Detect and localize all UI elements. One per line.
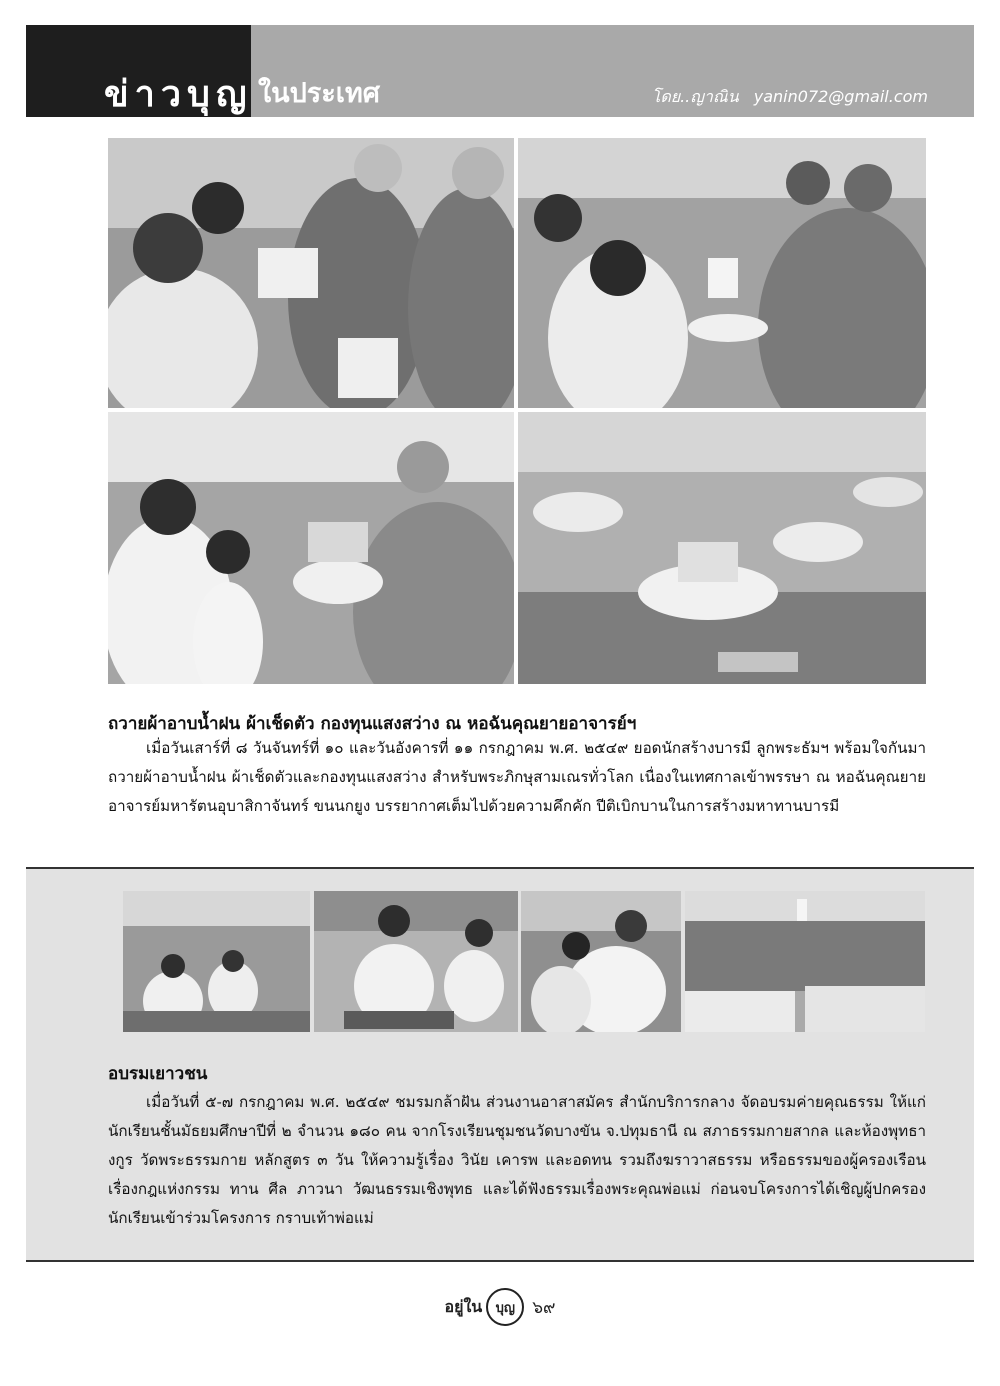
article1-body [108,734,926,821]
photo-man-girl-offering [108,412,514,684]
article2-body [108,1088,926,1233]
page-footer [0,1288,1000,1326]
photo-youth-hug [521,891,681,1032]
photo-offering-monks-1 [108,138,514,408]
article2-title: อบรมเยาวชน [108,1064,208,1084]
byline [642,85,928,110]
section-subtitle: ในประเทศ [258,78,380,109]
article1-paragraph: เมื่อวันเสาร์ที่ ๘ วันจันทร์ที่ ๑๐ และวันอังคารที่ ๑๑ กรกฎาคม พ.ศ. ๒๕๔๙ ยอดนักสร้างบารมี ลูกพระธัมฯ พร้อมใจกันมาถวายผ้าอาบน้ำฝน ผ้าเช็ดตัวและกองทุนแสงสว่าง สำหรับพระภิกษุสามเณรทั่วโลก เนื่องในเทศกาลเข้าพรรษา ณ หอฉันคุณยายอาจารย์มหารัตนอุบาสิกาจันทร์ ขนนกยูง บรรยากาศเต็มไปด้วยความคึกคัก ปีติเบิกบานในการสร้างมหาทานบารมี [108,739,927,815]
article2-paragraph: เมื่อวันที่ ๕-๗ กรกฎาคม พ.ศ. ๒๕๔๙ ชมรมกล้าฝัน ส่วนงานอาสาสมัคร สำนักบริการกลาง จัดอบรมค่ายคุณธรรม ให้แก่นักเรียนชั้นมัธยมศึกษาปีที่ ๒ จำนวน ๑๘๐ คน จากโรงเรียนชุมชนวัดบางขัน จ.ปทุมธานี ณ สภาธรรมกายสากล และห้องพุทธางกูร วัดพระธรรมกาย หลักสูตร ๓ วัน ให้ความรู้เรื่อง วินัย เคารพ และอดทน รวมถึงฆราวาสธรรม หรือธรรมของผู้ครองเรือน เรื่องกฎแห่งกรรม ทาน ศีล ภาวนา วัฒนธรรมเชิงพุทธ และได้ฟังธรรมเรื่องพระคุณพ่อแม่ ก่อนจบโครงการได้เชิญผู้ปกครองนักเรียนเข้าร่วมโครงการ กราบเท้าพ่อแม่ [108,1093,926,1227]
logo-circle: บุญ [486,1288,524,1326]
logo-text: อยู่ใน [444,1296,483,1316]
article1-title: ถวายผ้าอาบน้ำฝน ผ้าเช็ดตัว กองทุนแสงสว่าง ณ หอฉันคุณยายอาจารย์ฯ [108,714,637,734]
photo-offering-monks-2 [518,138,926,408]
photo-youth-meditation [314,891,518,1032]
photo-youth-group [685,891,925,1032]
author: โดย..ญาณิน [651,87,739,106]
magazine-logo [445,1288,556,1326]
page-number: ๖๙ [532,1297,556,1318]
photo-youth-hall [123,891,310,1032]
divider-bottom [26,1260,974,1262]
page-header [26,25,974,117]
author-email[interactable]: yanin072@gmail.com [753,87,928,106]
section-title: ข่าวบุญ [104,74,253,115]
photo-offerings-rows [518,412,926,684]
